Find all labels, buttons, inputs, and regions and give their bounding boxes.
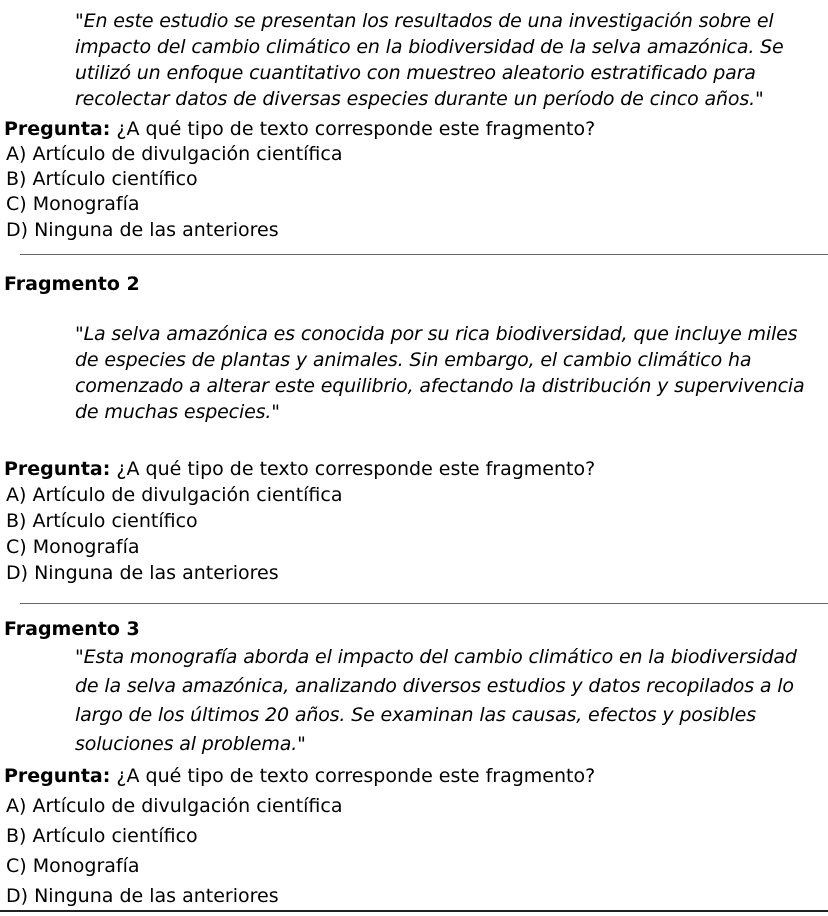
fragment2-quote: "La selva amazónica es conocida por su rica biodiversidad, que incluye miles de especies de plantas y animales. Sin embargo, el cambio climático ha comenzado a alterar este equilibrio, afectando la distribución y supervivencia de muchas especies."	[75, 323, 805, 423]
fragment2-option-b[interactable]: B) Artículo científico	[6, 510, 198, 532]
fragment1-quote: "En este estudio se presentan los resultados de una investigación sobre el impacto del cambio climático en la biodiversidad de la selva amazónica. Se utilizó un enfoque cuantitativo con muestreo aleatorio estratificado para recolectar datos de diversas especies durante un período de cinco años."	[75, 10, 784, 110]
section-divider	[20, 254, 828, 255]
question-label: Pregunta:	[4, 458, 111, 480]
section-divider	[20, 603, 828, 604]
fragment1-option-c[interactable]: C) Monografía	[6, 193, 140, 215]
question-text: ¿A qué tipo de texto corresponde este fragmento?	[116, 118, 596, 140]
fragment2-option-a[interactable]: A) Artículo de divulgación científica	[6, 484, 343, 506]
fragment3-heading: Fragmento 3	[4, 618, 140, 640]
question-text: ¿A qué tipo de texto corresponde este fragmento?	[116, 458, 596, 480]
fragment1-option-d[interactable]: D) Ninguna de las anteriores	[6, 219, 279, 241]
question-label: Pregunta:	[4, 765, 111, 787]
fragment3-option-a[interactable]: A) Artículo de divulgación científica	[6, 795, 343, 817]
fragment3-option-c[interactable]: C) Monografía	[6, 855, 140, 877]
bottom-rule	[0, 910, 828, 912]
fragment2-question	[4, 457, 595, 481]
fragment2-heading: Fragmento 2	[4, 273, 140, 295]
fragment3-option-d[interactable]: D) Ninguna de las anteriores	[6, 885, 279, 907]
question-text: ¿A qué tipo de texto corresponde este fragmento?	[116, 765, 596, 787]
fragment3-quote: "Esta monografía aborda el impacto del cambio climático en la biodiversidad de la selva amazónica, analizando diversos estudios y datos recopilados a lo largo de los últimos 20 años. Se examinan las causas, efectos y posibles soluciones al problema."	[75, 646, 797, 755]
question-label: Pregunta:	[4, 118, 111, 140]
fragment1-question	[4, 117, 595, 141]
fragment2-option-d[interactable]: D) Ninguna de las anteriores	[6, 562, 279, 584]
fragment2-option-c[interactable]: C) Monografía	[6, 536, 140, 558]
fragment3-option-b[interactable]: B) Artículo científico	[6, 825, 198, 847]
fragment3-question	[4, 764, 595, 788]
fragment1-option-a[interactable]: A) Artículo de divulgación científica	[6, 143, 343, 165]
fragment1-option-b[interactable]: B) Artículo científico	[6, 168, 198, 190]
